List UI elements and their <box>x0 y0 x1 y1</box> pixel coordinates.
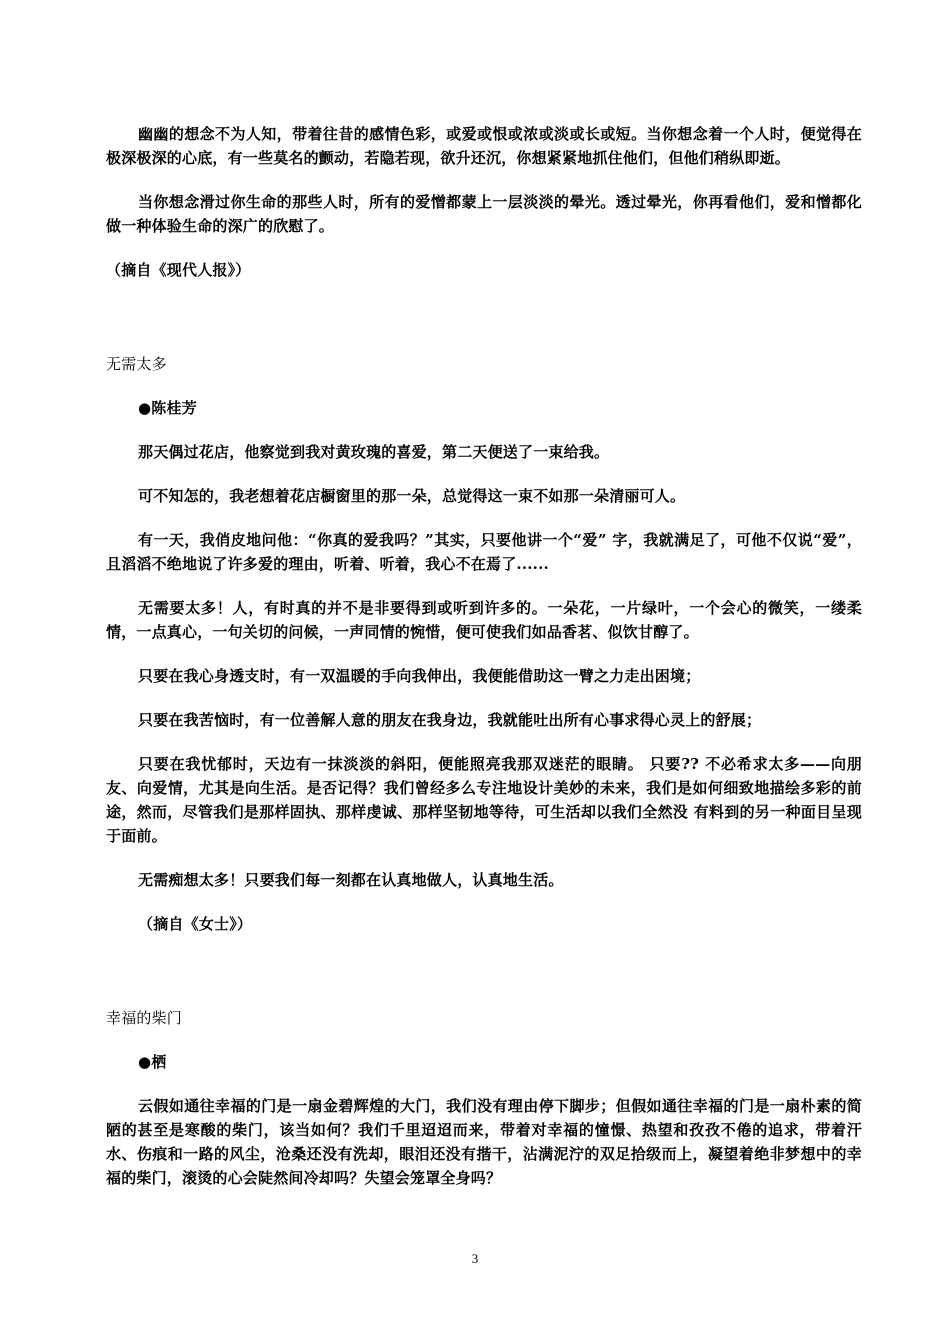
article-title: 无需太多 <box>106 355 167 373</box>
paragraph: 可不知怎的，我老想着花店橱窗里的那一朵，总觉得这一束不如那一朵清丽可人。 <box>138 487 686 505</box>
paragraph: 只要在我心身透支时，有一双温暖的手向我伸出，我便能借助这一臂之力走出困境； <box>138 667 701 685</box>
source-citation: （摘自《现代人报》） <box>106 261 251 279</box>
paragraph: 当你想念滑过你生命的那些人时，所有的爱憎都蒙上一层淡淡的晕光。透过晕光，你再看他们，爱和憎都化做一种体验生命的深广的欣慰了。 <box>106 193 862 235</box>
article-title: 幸福的柴门 <box>106 1009 183 1027</box>
paragraph: 只要在我忧郁时，天边有一抹淡淡的斜阳，便能照亮我那双迷茫的眼睛。 只要?? 不必希求太多——向朋友、向爱情，尤其是向生活。是否记得？我们曾经多么专注地设计美妙的未来，我们是如何细致地描绘多彩的前途，然而，尽管我们是那样固执、那样虔诚、那样坚韧地等待，可生活却以我们全然没 有料到的另一种面目呈现于面前。 <box>106 755 862 845</box>
paragraph: 云假如通往幸福的门是一扇金碧辉煌的大门，我们没有理由停下脚步；但假如通往幸福的门是一扇朴素的简陋的甚至是寒酸的柴门，该当如何？我们千里迢迢而来，带着对幸福的憧憬、热望和孜孜不倦的追求，带着汗水、伤痕和一路的风尘，沧桑还没有洗却，眼泪还没有揩干，沾满泥泞的双足拾级而上，凝望着绝非梦想中的幸福的柴门，滚烫的心会陡然间冷却吗？失望会笼罩全身吗？ <box>106 1097 862 1187</box>
source-citation: （摘自《女士》） <box>138 915 253 933</box>
document-body <box>106 122 862 1190</box>
article-author: ●栖 <box>138 1053 167 1071</box>
paragraph: 无需要太多！人，有时真的并不是非要得到或听到许多的。一朵花，一片绿叶，一个会心的微笑，一缕柔情，一点真心，一句关切的问候，一声同情的惋惜，便可使我们如品香茗、似饮甘醇了。 <box>106 599 862 641</box>
paragraph: 那天偶过花店，他察觉到我对黄玫瑰的喜爱，第二天便送了一束给我。 <box>138 443 610 461</box>
article-author: ●陈桂芳 <box>138 399 197 417</box>
paragraph: 幽幽的想念不为人知，带着往昔的感情色彩，或爱或恨或浓或淡或长或短。当你想念着一个人时，便觉得在极深极深的心底，有一些莫名的颤动，若隐若现，欲升还沉，你想紧紧地抓住他们，但他们稍纵即逝。 <box>106 125 862 167</box>
paragraph: 只要在我苦恼时，有一位善解人意的朋友在我身边，我就能吐出所有心事求得心灵上的舒展； <box>138 711 762 729</box>
paragraph: 有一天，我俏皮地问他：“你真的爱我吗？”其实，只要他讲一个“爱” 字，我就满足了，可他不仅说“爱”，且滔滔不绝地说了许多爱的理由，听着、听着，我心不在焉了...... <box>106 531 862 573</box>
paragraph: 无需痴想太多！只要我们每一刻都在认真地做人，认真地生活。 <box>138 871 564 889</box>
page-number: 3 <box>471 1251 479 1266</box>
